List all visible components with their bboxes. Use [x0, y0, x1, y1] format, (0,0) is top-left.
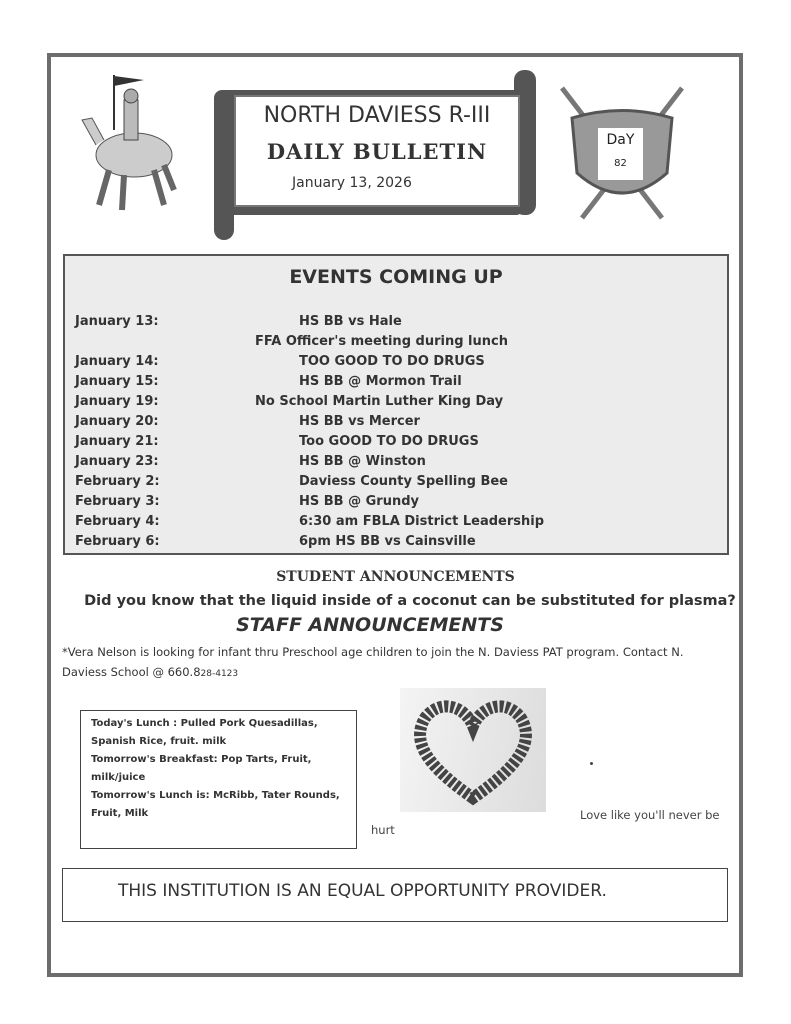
events-box	[63, 254, 729, 555]
event-description: No School Martin Luther King Day	[255, 394, 504, 409]
bulletin-title: DAILY BULLETIN	[266, 139, 488, 164]
day-number: 82	[614, 158, 627, 169]
event-description: HS BB @ Mormon Trail	[299, 374, 462, 389]
event-date: February 4:	[75, 514, 160, 529]
event-date: January 15:	[75, 374, 159, 389]
lunch-line: Tomorrow's Lunch is: McRibb, Tater Rounds,	[91, 790, 340, 801]
day-counter	[598, 128, 643, 180]
staff-announcements-heading: STAFF ANNOUNCEMENTS	[236, 614, 504, 636]
lunch-menu-box	[80, 710, 357, 849]
quote-text-end: hurt	[371, 823, 395, 837]
event-description: FFA Officer's meeting during lunch	[255, 334, 508, 349]
quote-text: Love like you'll never be	[580, 808, 720, 822]
event-row	[65, 434, 727, 454]
equal-opportunity-box	[62, 868, 728, 922]
lunch-line: Tomorrow's Breakfast: Pop Tarts, Fruit,	[91, 754, 312, 765]
event-date: January 13:	[75, 314, 159, 329]
staff-text-phone-suffix: 28-4123	[200, 669, 239, 679]
event-description: 6pm HS BB vs Cainsville	[299, 534, 476, 549]
event-row	[65, 374, 727, 394]
event-description: HS BB vs Hale	[299, 314, 402, 329]
events-title: EVENTS COMING UP	[289, 266, 503, 288]
event-date: February 3:	[75, 494, 160, 509]
event-row	[65, 474, 727, 494]
lunch-line: Spanish Rice, fruit. milk	[91, 736, 227, 747]
lunch-line: Today's Lunch : Pulled Pork Quesadillas,	[91, 718, 318, 729]
event-row	[65, 414, 727, 434]
event-row	[65, 534, 727, 554]
event-description: Too GOOD TO DO DRUGS	[299, 434, 479, 449]
day-label: DaY	[606, 132, 635, 148]
event-row	[65, 394, 727, 414]
staff-announcement-text	[62, 642, 732, 684]
event-description: TOO GOOD TO DO DRUGS	[299, 354, 485, 369]
event-row	[65, 454, 727, 474]
student-announcement-text: Did you know that the liquid inside of a coconut can be substituted for plasma?	[84, 593, 736, 609]
heart-image	[400, 688, 546, 812]
event-description: HS BB vs Mercer	[299, 414, 420, 429]
event-date: February 2:	[75, 474, 160, 489]
event-date: January 20:	[75, 414, 159, 429]
school-name: NORTH DAVIESS R-III	[263, 103, 491, 128]
event-description: Daviess County Spelling Bee	[299, 474, 508, 489]
event-description: HS BB @ Winston	[299, 454, 426, 469]
event-date: January 21:	[75, 434, 159, 449]
lunch-line: Fruit, Milk	[91, 808, 149, 819]
event-row	[65, 354, 727, 374]
event-date: January 14:	[75, 354, 159, 369]
equal-opportunity-statement: THIS INSTITUTION IS AN EQUAL OPPORTUNITY PROVIDER.	[118, 881, 607, 901]
knight-on-horse-logo	[74, 70, 184, 215]
event-row	[65, 314, 727, 334]
bulletin-date: January 13, 2026	[292, 175, 412, 191]
event-date: January 19:	[75, 394, 159, 409]
event-description: 6:30 am FBLA District Leadership	[299, 514, 545, 529]
student-announcements-heading: STUDENT ANNOUNCEMENTS	[276, 569, 515, 585]
event-date: January 23:	[75, 454, 159, 469]
staff-text-main: *Vera Nelson is looking for infant thru Preschool age children to join the N. Daviess PAT program. Contact N. Daviess School @ 660.8	[62, 645, 684, 679]
dot-mark	[590, 762, 593, 765]
title-box	[234, 95, 520, 207]
event-row	[65, 334, 727, 354]
event-description: HS BB @ Grundy	[299, 494, 420, 509]
event-date: February 6:	[75, 534, 160, 549]
event-row	[65, 514, 727, 534]
event-row	[65, 494, 727, 514]
lunch-line: milk/juice	[91, 772, 146, 783]
